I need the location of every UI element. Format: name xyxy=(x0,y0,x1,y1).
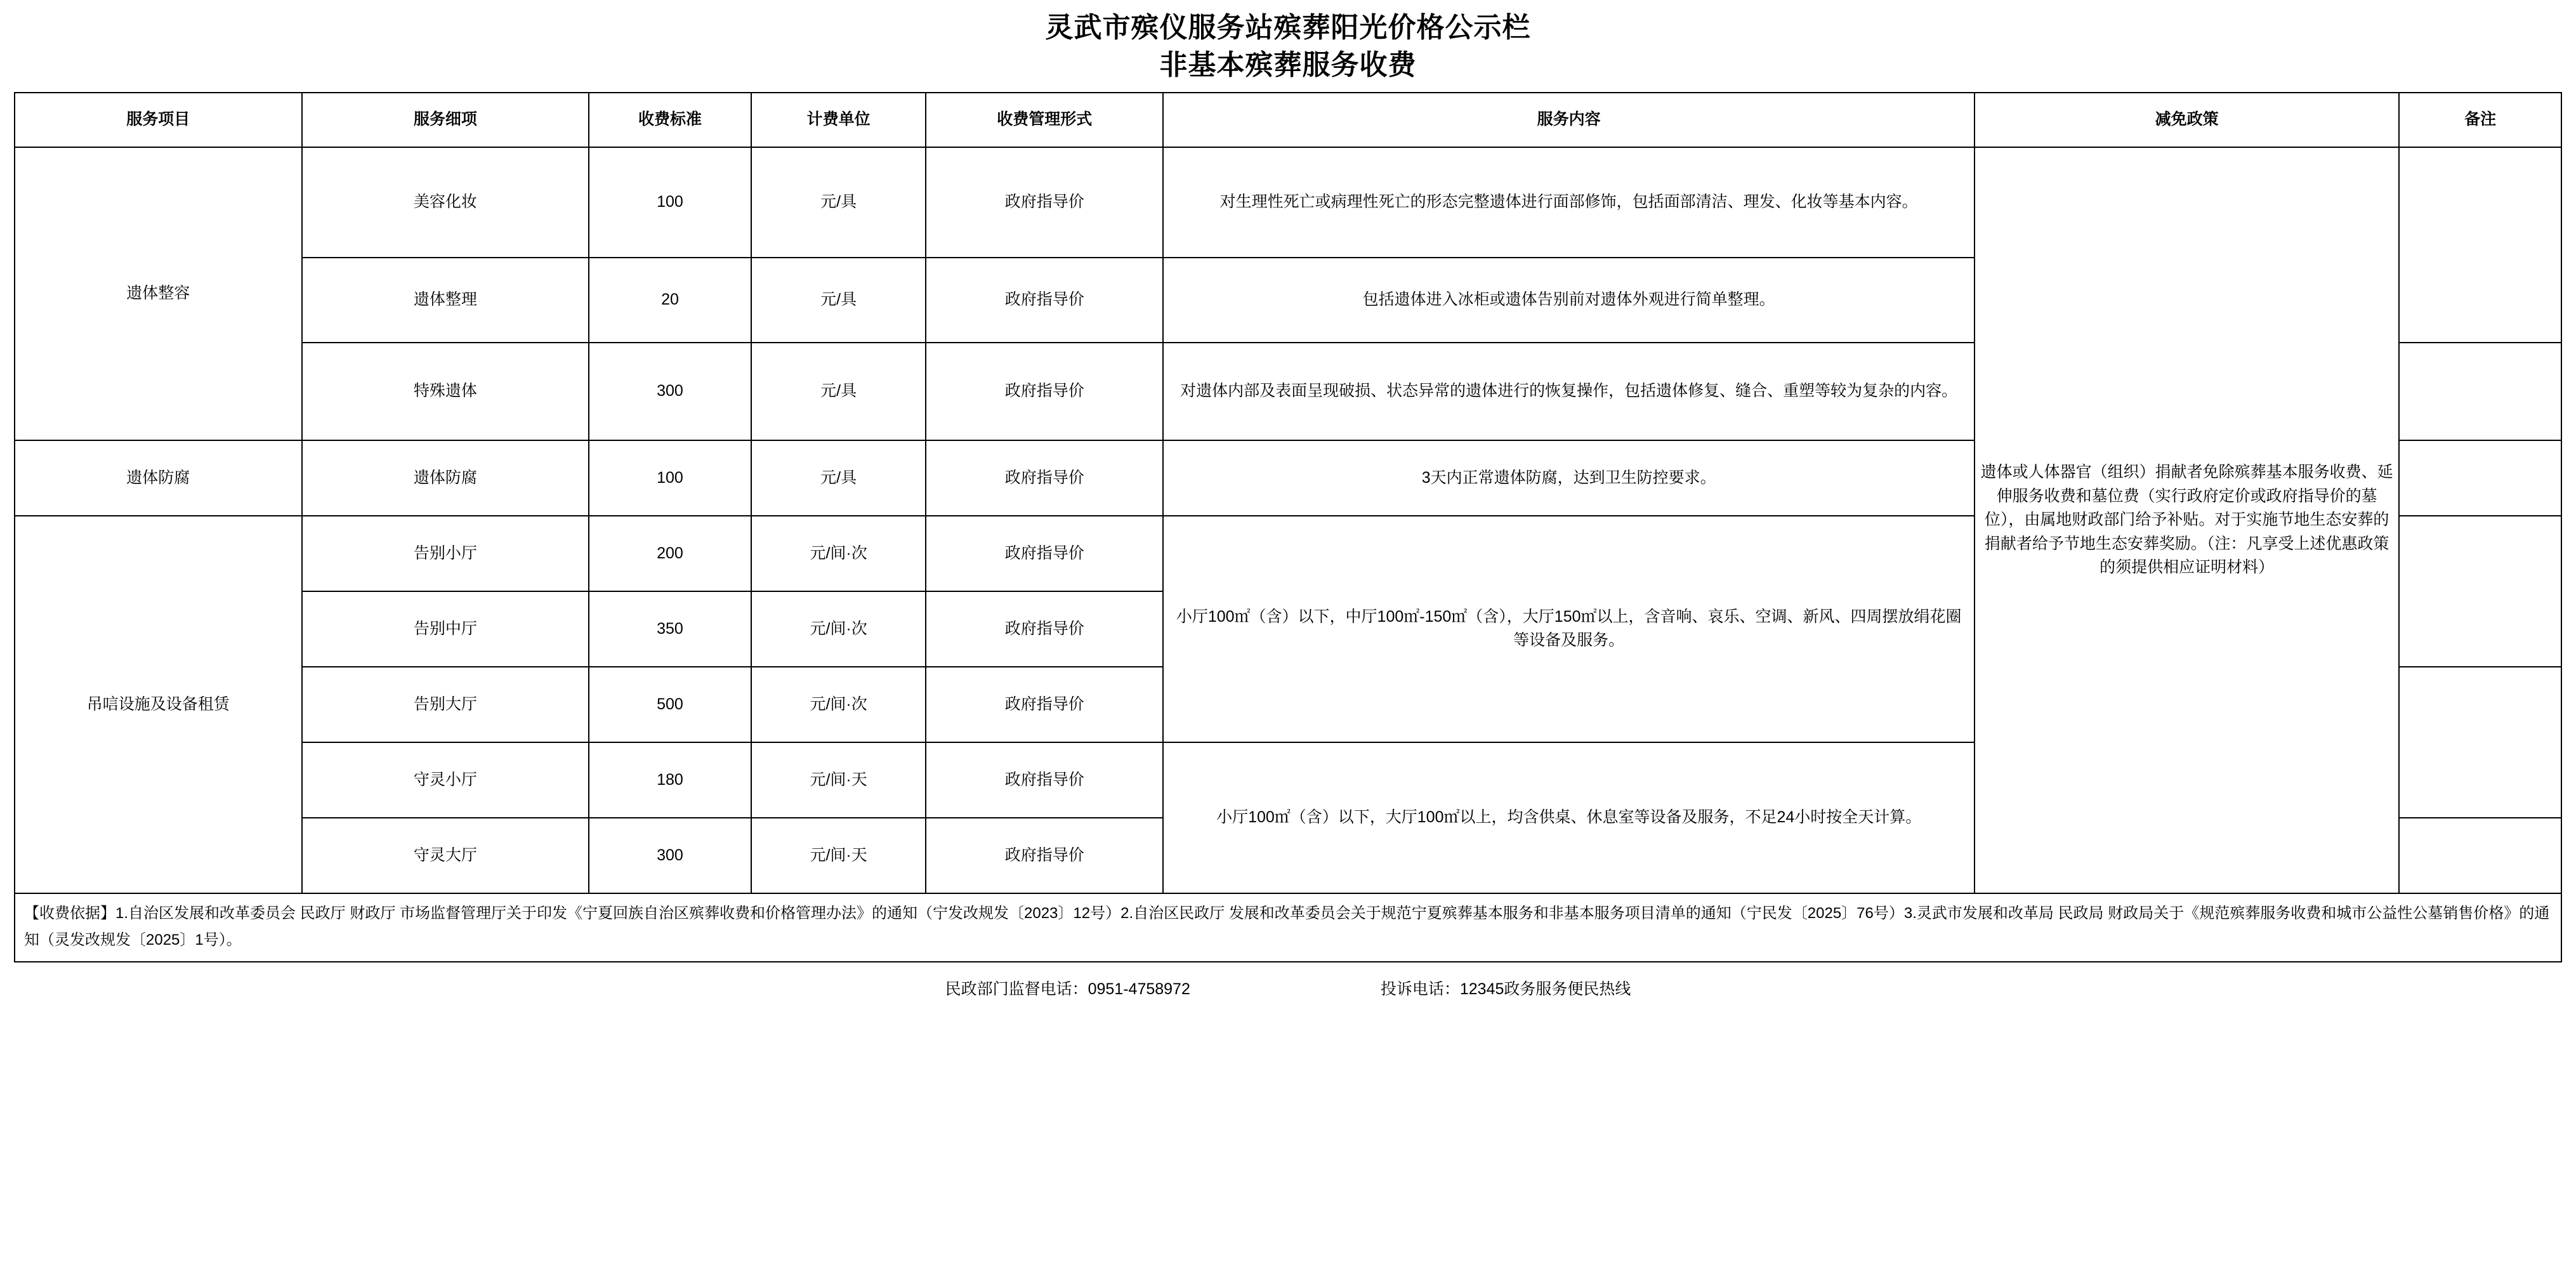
column-header-policy: 减免政策 xyxy=(1975,93,2399,147)
service-content: 包括遗体进入冰柜或遗体告别前对遗体外观进行简单整理。 xyxy=(1163,258,1975,343)
remark-cell xyxy=(2399,343,2561,440)
service-manage-form: 政府指导价 xyxy=(926,147,1163,258)
service-amount: 300 xyxy=(589,818,751,893)
remark-cell xyxy=(2399,818,2561,893)
service-manage-form: 政府指导价 xyxy=(926,742,1163,818)
service-content: 对遗体内部及表面呈现破损、状态异常的遗体进行的恢复操作，包括遗体修复、缝合、重塑等较为复杂的内容。 xyxy=(1163,343,1975,440)
service-content: 3天内正常遗体防腐，达到卫生防控要求。 xyxy=(1163,440,1975,516)
service-unit: 元/具 xyxy=(751,147,926,258)
service-manage-form: 政府指导价 xyxy=(926,818,1163,893)
column-header-manage-form: 收费管理形式 xyxy=(926,93,1163,147)
service-amount: 200 xyxy=(589,516,751,591)
column-header-service-item: 服务项目 xyxy=(15,93,302,147)
price-table xyxy=(14,92,2562,894)
table-body xyxy=(15,147,2561,893)
service-group-name: 遗体整容 xyxy=(15,147,302,440)
service-unit: 元/具 xyxy=(751,258,926,343)
table-header-row xyxy=(15,93,2561,147)
service-unit: 元/具 xyxy=(751,440,926,516)
service-amount: 180 xyxy=(589,742,751,818)
table-row xyxy=(15,147,2561,258)
remark-cell xyxy=(2399,516,2561,667)
service-amount: 20 xyxy=(589,258,751,343)
column-header-content: 服务内容 xyxy=(1163,93,1975,147)
service-sub-item: 告别中厅 xyxy=(302,591,589,667)
service-amount: 350 xyxy=(589,591,751,667)
column-header-remark: 备注 xyxy=(2399,93,2561,147)
supervision-phone: 民政部门监督电话：0951-4758972 xyxy=(945,980,1190,998)
fee-basis-footnote: 【收费依据】1.自治区发展和改革委员会 民政厅 财政厅 市场监督管理厅关于印发《宁夏回族自治区殡葬收费和价格管理办法》的通知（宁发改规发〔2023〕12号）2.自治区民政厅 发展和改革委员会关于规范宁夏殡葬基本服务和非基本服务项目清单的通知（宁民发〔2025〕76号）3.灵武市发展和改革局 民政局 财政局关于《规范殡葬服务收费和城市公益性公墓销售价格》的通知（灵发改规发〔2025〕1号）。 xyxy=(14,894,2562,962)
page-title: 灵武市殡仪服务站殡葬阳光价格公示栏 xyxy=(1045,12,1531,43)
service-manage-form: 政府指导价 xyxy=(926,591,1163,667)
service-amount: 100 xyxy=(589,147,751,258)
service-unit: 元/具 xyxy=(751,343,926,440)
service-sub-item: 告别大厅 xyxy=(302,667,589,742)
service-manage-form: 政府指导价 xyxy=(926,667,1163,742)
column-header-unit: 计费单位 xyxy=(751,93,926,147)
service-sub-item: 守灵小厅 xyxy=(302,742,589,818)
remark-cell xyxy=(2399,440,2561,516)
table-header xyxy=(15,93,2561,147)
service-manage-form: 政府指导价 xyxy=(926,516,1163,591)
service-sub-item: 美容化妆 xyxy=(302,147,589,258)
service-content: 对生理性死亡或病理性死亡的形态完整遗体进行面部修饰，包括面部清洁、理发、化妆等基本内容。 xyxy=(1163,147,1975,258)
service-amount: 300 xyxy=(589,343,751,440)
page-subtitle: 非基本殡葬服务收费 xyxy=(1159,49,1417,81)
service-content: 小厅100㎡（含）以下，中厅100㎡-150㎡（含），大厅150㎡以上，含音响、哀乐、空调、新风、四周摆放绢花圈等设备及服务。 xyxy=(1163,516,1975,742)
service-sub-item: 守灵大厅 xyxy=(302,818,589,893)
service-group-name: 吊唁设施及设备租赁 xyxy=(15,516,302,893)
service-sub-item: 特殊遗体 xyxy=(302,343,589,440)
service-unit: 元/间·天 xyxy=(751,818,926,893)
service-unit: 元/间·天 xyxy=(751,742,926,818)
service-unit: 元/间·次 xyxy=(751,591,926,667)
service-manage-form: 政府指导价 xyxy=(926,343,1163,440)
service-amount: 500 xyxy=(589,667,751,742)
remark-cell xyxy=(2399,667,2561,818)
title-block xyxy=(14,9,2562,84)
service-manage-form: 政府指导价 xyxy=(926,440,1163,516)
service-unit: 元/间·次 xyxy=(751,667,926,742)
service-content: 小厅100㎡（含）以下，大厅100㎡以上，均含供桌、休息室等设备及服务，不足24小时按全天计算。 xyxy=(1163,742,1975,893)
service-manage-form: 政府指导价 xyxy=(926,258,1163,343)
service-sub-item: 遗体防腐 xyxy=(302,440,589,516)
complaint-phone: 投诉电话：12345政务服务便民热线 xyxy=(1380,980,1631,998)
contact-row xyxy=(14,962,2562,999)
service-group-name: 遗体防腐 xyxy=(15,440,302,516)
service-sub-item: 告别小厅 xyxy=(302,516,589,591)
column-header-sub-item: 服务细项 xyxy=(302,93,589,147)
reduction-policy: 遗体或人体器官（组织）捐献者免除殡葬基本服务收费、延伸服务收费和墓位费（实行政府定价或政府指导价的墓位），由属地财政部门给予补贴。对于实施节地生态安葬的捐献者给予节地生态安葬奖励。（注：凡享受上述优惠政策的须提供相应证明材料） xyxy=(1975,147,2399,893)
service-sub-item: 遗体整理 xyxy=(302,258,589,343)
service-unit: 元/间·次 xyxy=(751,516,926,591)
remark-cell xyxy=(2399,147,2561,343)
column-header-amount: 收费标准 xyxy=(589,93,751,147)
service-amount: 100 xyxy=(589,440,751,516)
